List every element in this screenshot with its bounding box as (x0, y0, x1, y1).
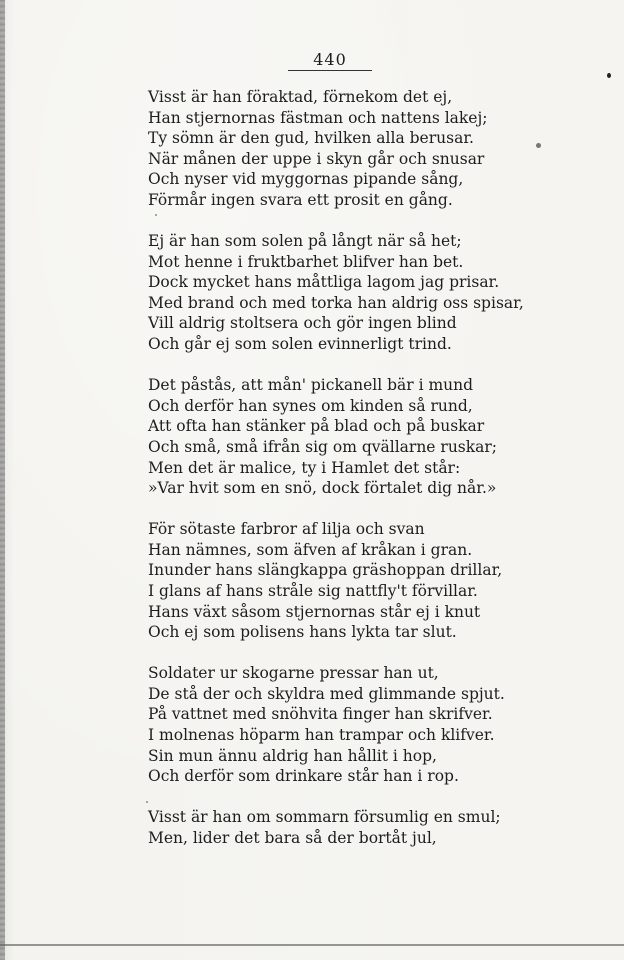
page-binding-edge (0, 0, 5, 960)
poem-line: Och derför han synes om kinden så rund, (148, 396, 473, 415)
poem-line: För sötaste farbror af lilja och svan (148, 520, 425, 539)
stanza-6 (148, 807, 528, 848)
poem-line: På vattnet med snöhvita finger han skrifver. (148, 705, 493, 724)
poem-line: Visst är han föraktad, förnekom det ej, (148, 88, 453, 106)
poem-line: Förmår ingen svara ett prosit en gång. (148, 190, 453, 209)
poem-line: De stå der och skyldra med glimmande spjut. (148, 684, 505, 703)
stanza-3 (148, 375, 528, 499)
poem-line: Soldater ur skogarne pressar han ut, (148, 664, 439, 683)
poem-line: Ej är han som solen på långt när så het; (148, 232, 462, 251)
ink-speck (607, 73, 611, 78)
poem-line: Sin mun ännu aldrig han hållit i hop, (148, 746, 437, 765)
poem-line: Och ej som polisens hans lykta tar slut. (148, 623, 457, 642)
poem-line: Och små, små ifrån sig om qvällarne ruskar; (148, 437, 498, 456)
stanza-5 (148, 663, 528, 787)
poem-line: I molnenas höparm han trampar och klifver. (148, 726, 495, 745)
poem-line: När månen der uppe i skyn går och snusar (148, 149, 485, 168)
page-number-rule (288, 70, 372, 71)
ink-speck (146, 801, 148, 803)
page-bottom-edge (0, 944, 624, 946)
poem-line: Och går ej som solen evinnerligt trind. (148, 335, 452, 354)
stanza-1 (148, 87, 528, 211)
page-number: 440 (313, 50, 347, 69)
poem-line: Ty sömn är den gud, hvilken alla berusar. (148, 129, 474, 148)
poem-line: Hans växt såsom stjernornas står ej i knut (148, 602, 481, 621)
poem-line: Vill aldrig stoltsera och gör ingen blind (148, 314, 457, 333)
poem-line: Visst är han om sommarn försumlig en smul; (148, 808, 501, 827)
poem-line: Han nämnes, som äfven af kråkan i gran. (148, 540, 473, 559)
poem-line: Dock mycket hans måttliga lagom jag prisar. (148, 273, 500, 292)
poem-line: Det påstås, att mån' pickanell bär i mund (148, 376, 474, 395)
ink-speck (155, 214, 157, 216)
poem (148, 87, 528, 869)
poem-line: Och nyser vid myggornas pipande sång, (148, 170, 464, 189)
poem-line: »Var hvit som en snö, dock förtalet dig når.» (148, 479, 497, 498)
poem-line: Men det är malice, ty i Hamlet det står: (148, 458, 461, 477)
poem-line: Inunder hans slängkappa gräshoppan drillar, (148, 561, 503, 580)
poem-line: I glans af hans stråle sig nattfly't förvillar. (148, 581, 478, 600)
poem-line: Han stjernornas fästman och nattens lakej; (148, 108, 488, 127)
poem-line: Med brand och med torka han aldrig oss spisar, (148, 293, 524, 312)
stanza-2 (148, 231, 528, 355)
stanza-4 (148, 519, 528, 643)
poem-line: Att ofta han stänker på blad och på buskar (148, 417, 485, 436)
poem-line: Mot henne i fruktbarhet blifver han bet. (148, 252, 464, 271)
poem-line: Men, lider det bara så der bortåt jul, (148, 828, 437, 847)
ink-speck (536, 143, 541, 148)
poem-line: Och derför som drinkare står han i rop. (148, 767, 459, 786)
